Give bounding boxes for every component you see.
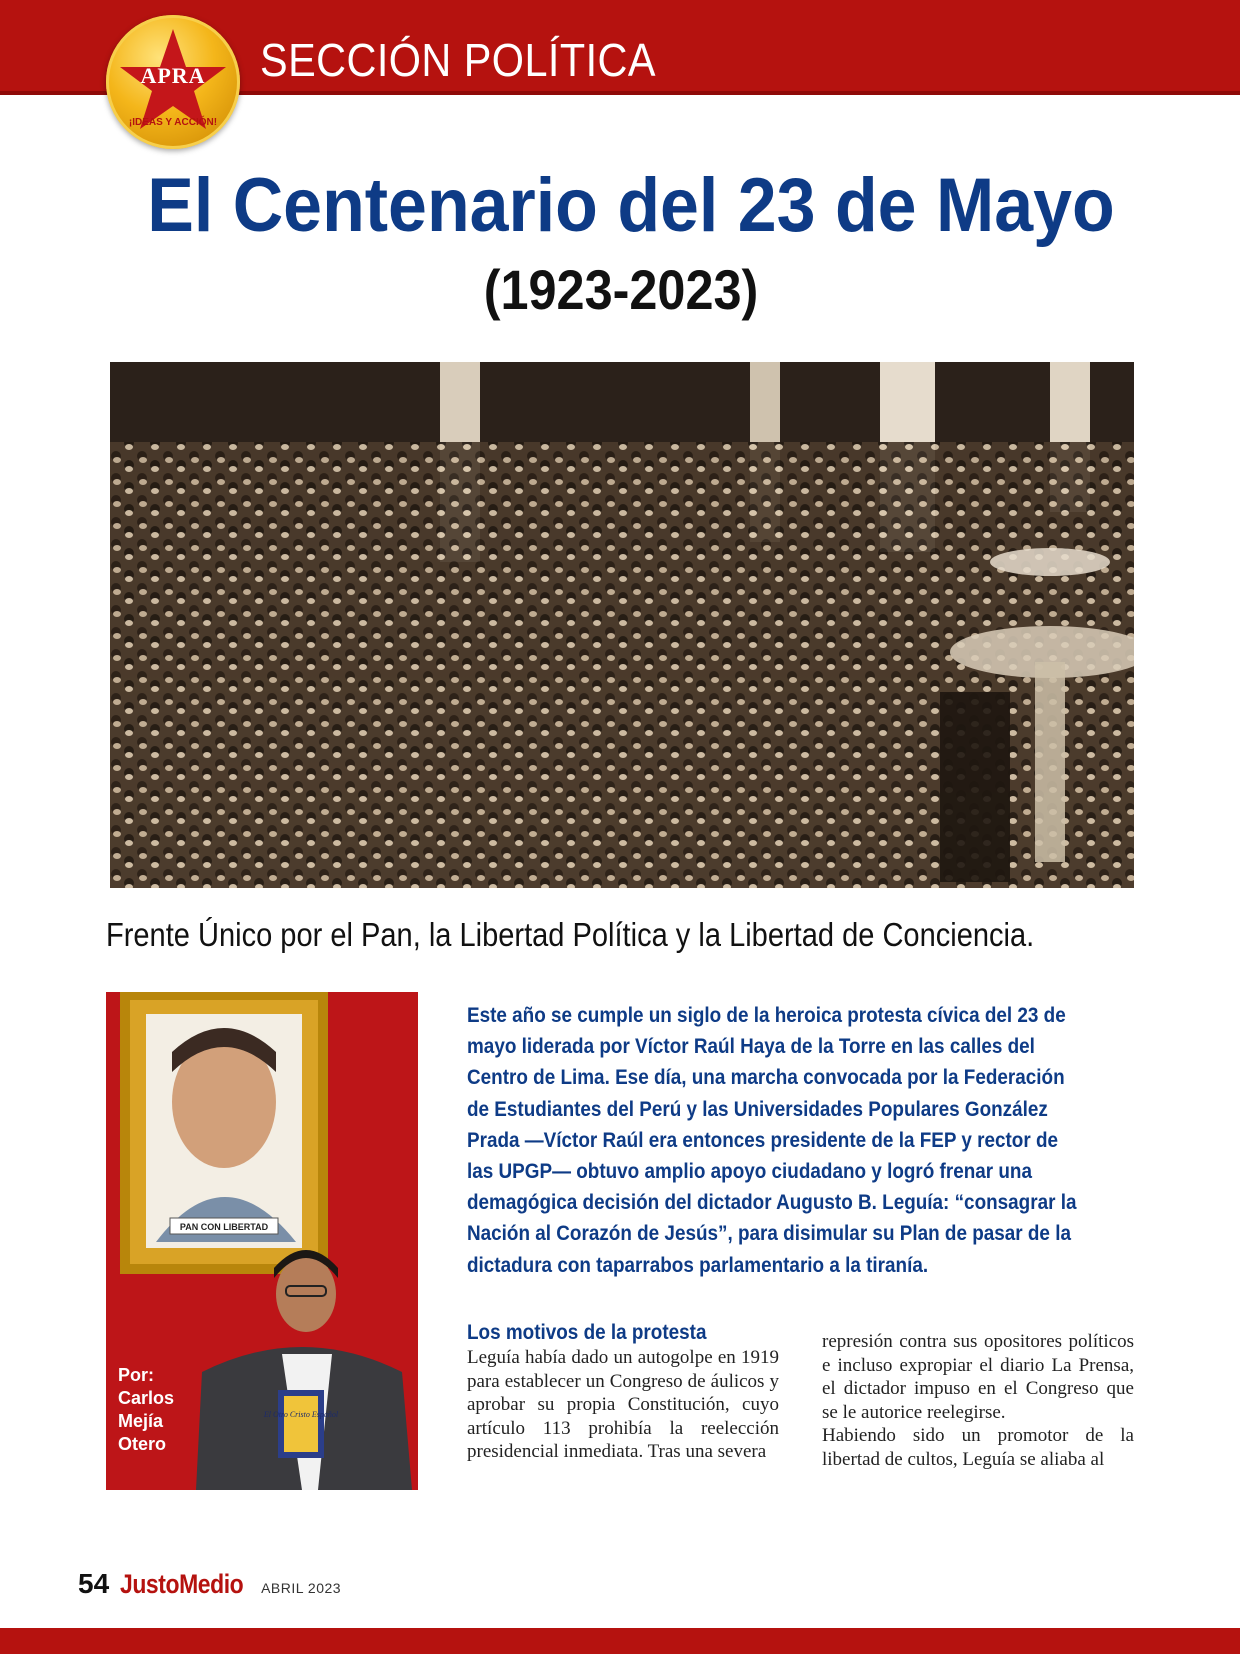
- byline-name-1: Carlos: [118, 1388, 175, 1408]
- body-paragraph: represión contra sus opositores políticos e incluso expropiar el diario La Prensa, el dictador impuso en el Congreso que se le autorice reelegirse.: [822, 1331, 1134, 1423]
- portrait-sign: PAN CON LIBERTAD: [179, 1222, 269, 1232]
- book-title: El Otro Cristo Español: [263, 1410, 339, 1419]
- section-title: SECCIÓN POLÍTICA: [260, 34, 656, 86]
- badge-motto: ¡IDEAS Y ACCIÓN!: [128, 117, 218, 128]
- byline-name-3: Otero: [118, 1434, 167, 1454]
- magazine-logo: JustoMedio: [119, 1569, 243, 1599]
- article-years: (1923-2023): [483, 258, 759, 321]
- body-column-2: [822, 1330, 1134, 1492]
- author-photo: [106, 992, 418, 1490]
- article-caption: Frente Único por el Pan, la Libertad Política y la Libertad de Conciencia.: [106, 916, 1035, 953]
- badge-logo: APRA: [140, 63, 206, 88]
- byline-prefix: Por:: [118, 1365, 154, 1385]
- footer-bar: [0, 1628, 1240, 1654]
- byline-name-2: Mejía: [118, 1411, 164, 1431]
- article-title: El Centenario del 23 de Mayo: [147, 163, 1115, 248]
- lead-paragraph: [467, 1000, 1079, 1281]
- byline: [118, 1364, 174, 1456]
- subheading: Los motivos de la protesta: [467, 1321, 707, 1344]
- body-column-1: Leguía había dado un autogolpe en 1919 para establecer un Congreso de áulicos y aprobar su propia Constitución, cuyo artículo 113 prohibía la reelección presidencial inmediata. Tras una severa: [467, 1347, 779, 1462]
- page-footer: [78, 1568, 341, 1608]
- crowd-photo: [110, 362, 1134, 888]
- page-number: 54: [78, 1568, 110, 1599]
- apra-badge: [106, 15, 240, 149]
- lead-text: Este año se cumple un siglo de la heroica protesta cívica del 23 de mayo liderada por Víctor Raúl Haya de la Torre en las calles del Centro de Lima. Ese día, una marcha convocada por la Federación de Estudiantes del Perú y las Universidades Populares González Prada —Víctor Raúl era entonces presidente de la FEP y rector de las UPGP— obtuvo amplio apoyo ciudadano y logró frenar una demagógica decisión del dictador Augusto B. Leguía: “consagrar la Nación al Corazón de Jesús”, para disimular su Plan de pasar de la dictadura con taparrabos parlamentario a la tiranía.: [467, 1004, 1077, 1277]
- issue-date: ABRIL 2023: [261, 1580, 342, 1596]
- body-paragraph: Habiendo sido un promotor de la libertad de cultos, Leguía se aliaba al: [822, 1425, 1134, 1470]
